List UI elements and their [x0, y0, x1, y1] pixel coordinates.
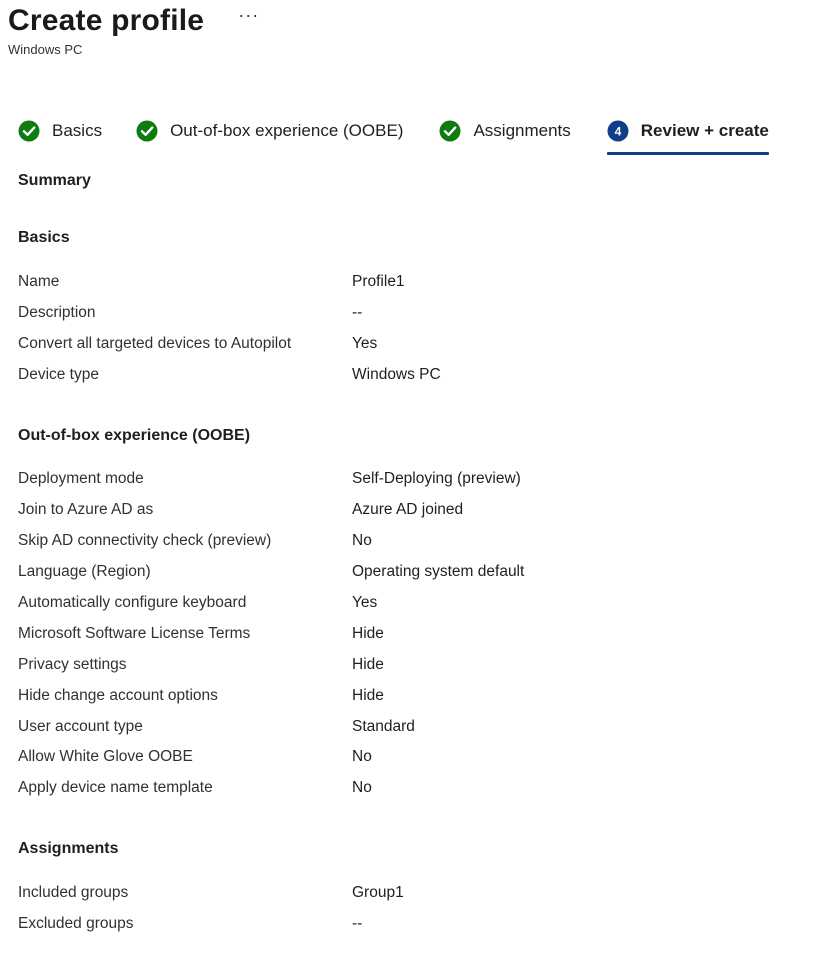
- row-value: Hide: [352, 625, 384, 642]
- row-value: Yes: [352, 335, 378, 352]
- summary-row: [18, 335, 808, 355]
- row-key: Device type: [18, 366, 99, 383]
- row-value: Yes: [352, 594, 378, 611]
- summary-row: [18, 501, 808, 521]
- row-key: Deployment mode: [18, 470, 144, 487]
- oobe-heading: Out-of-box experience (OOBE): [18, 427, 251, 444]
- row-value: Hide: [352, 687, 384, 704]
- page-subtitle: Windows PC: [8, 42, 83, 57]
- tab-label: Assignments: [473, 121, 571, 140]
- row-value: --: [352, 915, 363, 932]
- basics-heading: Basics: [18, 229, 70, 246]
- tab-label: Out-of-box experience (OOBE): [170, 121, 404, 140]
- row-value: No: [352, 532, 372, 549]
- step-number: 4: [614, 124, 622, 139]
- row-value: Profile1: [352, 273, 405, 290]
- row-value: Operating system default: [352, 563, 525, 580]
- summary-row: [18, 915, 808, 935]
- row-value: --: [352, 304, 363, 321]
- step-number-icon: [607, 120, 629, 142]
- row-key: Name: [18, 273, 60, 290]
- row-key: Automatically configure keyboard: [18, 594, 247, 611]
- tab-basics[interactable]: [18, 116, 102, 146]
- summary-row: [18, 563, 808, 583]
- summary-row: [18, 304, 808, 324]
- assignments-heading: Assignments: [18, 840, 119, 857]
- summary-row: [18, 718, 808, 738]
- summary-row: [18, 625, 808, 645]
- summary-heading: Summary: [18, 172, 91, 189]
- tab-review-create[interactable]: [607, 116, 769, 146]
- row-key: Privacy settings: [18, 656, 127, 673]
- row-key: Convert all targeted devices to Autopilot: [18, 335, 292, 352]
- row-key: Apply device name template: [18, 779, 213, 796]
- summary-row: [18, 532, 808, 552]
- checkmark-circle-icon: [136, 120, 158, 142]
- row-value: No: [352, 779, 372, 796]
- summary-row: [18, 687, 808, 707]
- summary-row: [18, 366, 808, 386]
- page-title: Create profile: [8, 4, 205, 37]
- row-key: Included groups: [18, 884, 129, 901]
- tab-label: Review + create: [640, 121, 769, 140]
- row-key: Excluded groups: [18, 915, 134, 932]
- summary-row: [18, 470, 808, 490]
- wizard-steps: [18, 116, 769, 146]
- row-value: Azure AD joined: [352, 501, 464, 518]
- summary-row: [18, 884, 808, 904]
- row-key: Skip AD connectivity check (preview): [18, 532, 272, 549]
- row-key: Microsoft Software License Terms: [18, 625, 251, 642]
- row-value: Standard: [352, 718, 415, 735]
- row-key: Description: [18, 304, 96, 321]
- tab-oobe[interactable]: [136, 116, 403, 146]
- tab-label: Basics: [52, 121, 103, 140]
- more-options-button[interactable]: ···: [238, 4, 260, 25]
- row-key: Allow White Glove OOBE: [18, 748, 193, 765]
- row-value: No: [352, 748, 372, 765]
- summary-row: [18, 273, 808, 293]
- row-value: Self-Deploying (preview): [352, 470, 521, 487]
- summary-row: [18, 748, 808, 768]
- title-row: [8, 4, 259, 38]
- row-value: Windows PC: [352, 366, 441, 383]
- summary-row: [18, 656, 808, 676]
- row-key: User account type: [18, 718, 143, 735]
- checkmark-circle-icon: [18, 120, 40, 142]
- row-key: Language (Region): [18, 563, 151, 580]
- row-key: Hide change account options: [18, 687, 218, 704]
- page-header: [8, 4, 259, 57]
- tab-assignments[interactable]: [439, 116, 570, 146]
- summary-row: [18, 779, 808, 799]
- row-value: Hide: [352, 656, 384, 673]
- row-value: Group1: [352, 884, 404, 901]
- checkmark-circle-icon: [439, 120, 461, 142]
- row-key: Join to Azure AD as: [18, 501, 154, 518]
- summary-row: [18, 594, 808, 614]
